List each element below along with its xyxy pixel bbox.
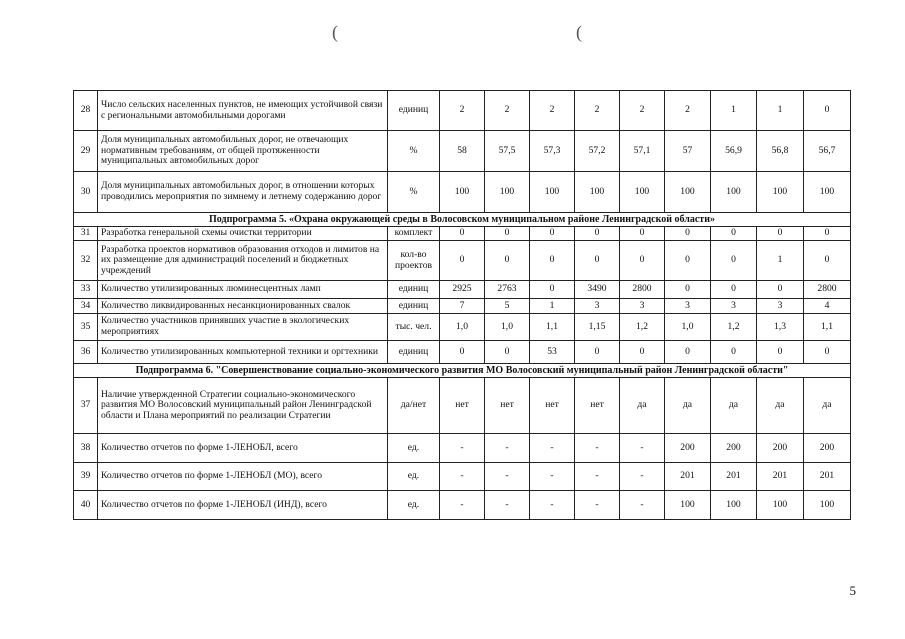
unit-cell: единиц [388, 91, 440, 131]
unit-cell: комплект [388, 227, 440, 241]
row-number: 35 [74, 314, 98, 341]
value-cell: 2 [440, 91, 485, 131]
value-cell: 100 [440, 172, 485, 213]
value-cell: 2763 [485, 281, 530, 299]
indicator-description: Доля муниципальных автомобильных дорог, в отношении которых проводились мероприятия по зимнему и летнему содержанию дорог [98, 172, 388, 213]
value-cell: 2800 [804, 281, 851, 299]
value-cell: да [665, 378, 711, 434]
table-row [74, 299, 851, 314]
table-row [74, 131, 851, 172]
unit-cell: ед. [388, 463, 440, 491]
value-cell: 100 [757, 172, 804, 213]
indicator-description: Наличие утвержденной Стратегии социально-экономического развития МО Волосовский муниципальный район Ленинградской области и Плана мероприятий по реализации Стратегии [98, 378, 388, 434]
value-cell: 0 [440, 341, 485, 364]
row-number: 38 [74, 434, 98, 463]
value-cell: 0 [485, 241, 530, 281]
value-cell: 0 [665, 227, 711, 241]
value-cell: 4 [804, 299, 851, 314]
value-cell: - [485, 434, 530, 463]
value-cell: 0 [665, 241, 711, 281]
row-number: 31 [74, 227, 98, 241]
value-cell: 3 [575, 299, 620, 314]
value-cell: - [440, 491, 485, 520]
value-cell: 0 [575, 241, 620, 281]
value-cell: 100 [804, 491, 851, 520]
unit-cell: % [388, 172, 440, 213]
value-cell: 3 [757, 299, 804, 314]
value-cell: - [620, 434, 665, 463]
row-number: 29 [74, 131, 98, 172]
value-cell: 2 [665, 91, 711, 131]
table-row [74, 241, 851, 281]
value-cell: 201 [757, 463, 804, 491]
value-cell: 0 [711, 227, 757, 241]
value-cell: 2 [485, 91, 530, 131]
value-cell: 1,3 [757, 314, 804, 341]
value-cell: 201 [804, 463, 851, 491]
unit-cell: % [388, 131, 440, 172]
value-cell: 100 [665, 172, 711, 213]
indicator-description: Количество ликвидированных несанкционированных свалок [98, 299, 388, 314]
value-cell: - [575, 463, 620, 491]
value-cell: 3490 [575, 281, 620, 299]
row-number: 34 [74, 299, 98, 314]
value-cell: 2800 [620, 281, 665, 299]
value-cell: 100 [575, 172, 620, 213]
value-cell: 1,0 [665, 314, 711, 341]
value-cell: 56,7 [804, 131, 851, 172]
section-title: Подпрограмма 6. "Совершенствование социально-экономического развития МО Волосовский муниципальный район Ленинградской области" [74, 364, 851, 378]
value-cell: 0 [530, 227, 575, 241]
value-cell: 0 [804, 91, 851, 131]
value-cell: 0 [757, 281, 804, 299]
header-mark-right: ( [576, 22, 582, 42]
table-row [74, 341, 851, 364]
table-row [74, 463, 851, 491]
value-cell: 0 [757, 341, 804, 364]
table-row [74, 434, 851, 463]
value-cell: - [440, 463, 485, 491]
value-cell: 0 [485, 341, 530, 364]
value-cell: 1,2 [620, 314, 665, 341]
value-cell: 0 [575, 227, 620, 241]
indicators-table [73, 90, 851, 520]
indicator-description: Количество отчетов по форме 1-ЛЕНОБЛ (ИНД), всего [98, 491, 388, 520]
table-body [74, 91, 851, 520]
value-cell: - [530, 434, 575, 463]
value-cell: - [575, 491, 620, 520]
value-cell: 56,8 [757, 131, 804, 172]
unit-cell: единиц [388, 341, 440, 364]
value-cell: да [757, 378, 804, 434]
value-cell: - [575, 434, 620, 463]
value-cell: 0 [757, 227, 804, 241]
value-cell: 0 [620, 241, 665, 281]
value-cell: 200 [711, 434, 757, 463]
value-cell: 0 [485, 227, 530, 241]
indicator-description: Количество участников принявших участие в экологических мероприятиях [98, 314, 388, 341]
value-cell: 0 [620, 341, 665, 364]
table-row [74, 378, 851, 434]
value-cell: 0 [711, 341, 757, 364]
indicator-description: Количество утилизированных компьютерной техники и оргтехники [98, 341, 388, 364]
value-cell: - [485, 463, 530, 491]
value-cell: 0 [665, 341, 711, 364]
section-row [74, 213, 851, 227]
row-number: 28 [74, 91, 98, 131]
page-number: 5 [849, 583, 856, 598]
value-cell: 201 [711, 463, 757, 491]
value-cell: 2925 [440, 281, 485, 299]
value-cell: - [530, 463, 575, 491]
value-cell: 1,1 [530, 314, 575, 341]
value-cell: 1 [711, 91, 757, 131]
value-cell: 0 [711, 241, 757, 281]
value-cell: 1 [530, 299, 575, 314]
indicator-description: Количество утилизированных люминесцентных ламп [98, 281, 388, 299]
value-cell: - [530, 491, 575, 520]
value-cell: 0 [620, 227, 665, 241]
value-cell: 0 [575, 341, 620, 364]
value-cell: 2 [575, 91, 620, 131]
indicator-description: Количество отчетов по форме 1-ЛЕНОБЛ, всего [98, 434, 388, 463]
value-cell: 100 [530, 172, 575, 213]
value-cell: 2 [530, 91, 575, 131]
value-cell: 100 [711, 172, 757, 213]
unit-cell: ед. [388, 434, 440, 463]
unit-cell: тыс. чел. [388, 314, 440, 341]
value-cell: 58 [440, 131, 485, 172]
table-row [74, 227, 851, 241]
value-cell: 0 [804, 341, 851, 364]
row-number: 39 [74, 463, 98, 491]
value-cell: 200 [665, 434, 711, 463]
value-cell: - [440, 434, 485, 463]
value-cell: 200 [804, 434, 851, 463]
table-row [74, 314, 851, 341]
value-cell: 1 [757, 91, 804, 131]
unit-cell: кол-во проектов [388, 241, 440, 281]
value-cell: 3 [711, 299, 757, 314]
unit-cell: да/нет [388, 378, 440, 434]
table-row [74, 91, 851, 131]
value-cell: 0 [804, 241, 851, 281]
unit-cell: единиц [388, 299, 440, 314]
value-cell: 0 [440, 227, 485, 241]
value-cell: 3 [620, 299, 665, 314]
value-cell: да [711, 378, 757, 434]
indicator-description: Число сельских населенных пунктов, не имеющих устойчивой связи с региональными автомобильными дорогами [98, 91, 388, 131]
value-cell: 7 [440, 299, 485, 314]
value-cell: 0 [711, 281, 757, 299]
table-row [74, 491, 851, 520]
unit-cell: ед. [388, 491, 440, 520]
value-cell: 0 [530, 281, 575, 299]
row-number: 32 [74, 241, 98, 281]
row-number: 37 [74, 378, 98, 434]
value-cell: 0 [440, 241, 485, 281]
value-cell: 100 [757, 491, 804, 520]
value-cell: 200 [757, 434, 804, 463]
value-cell: 100 [665, 491, 711, 520]
value-cell: 1,1 [804, 314, 851, 341]
indicator-description: Доля муниципальных автомобильных дорог, не отвечающих нормативным требованиям, от общей протяженности муниципальных автомобильных дорог [98, 131, 388, 172]
value-cell: 57,1 [620, 131, 665, 172]
value-cell: 0 [530, 241, 575, 281]
value-cell: 5 [485, 299, 530, 314]
value-cell: 100 [804, 172, 851, 213]
value-cell: 57,5 [485, 131, 530, 172]
row-number: 30 [74, 172, 98, 213]
value-cell: да [620, 378, 665, 434]
value-cell: 1,0 [485, 314, 530, 341]
value-cell: 57 [665, 131, 711, 172]
value-cell: - [485, 491, 530, 520]
value-cell: 0 [804, 227, 851, 241]
value-cell: 53 [530, 341, 575, 364]
value-cell: нет [530, 378, 575, 434]
value-cell: 57,2 [575, 131, 620, 172]
header-mark-left: ( [332, 22, 338, 42]
value-cell: 1,15 [575, 314, 620, 341]
value-cell: - [620, 463, 665, 491]
indicator-description: Разработка генеральной схемы очистки территории [98, 227, 388, 241]
value-cell: - [620, 491, 665, 520]
value-cell: нет [575, 378, 620, 434]
value-cell: 100 [620, 172, 665, 213]
value-cell: 1,2 [711, 314, 757, 341]
value-cell: 100 [711, 491, 757, 520]
value-cell: нет [440, 378, 485, 434]
value-cell: нет [485, 378, 530, 434]
row-number: 33 [74, 281, 98, 299]
section-row [74, 364, 851, 378]
section-title: Подпрограмма 5. «Охрана окружающей среды в Волосовском муниципальном районе Ленинградской области» [74, 213, 851, 227]
value-cell: да [804, 378, 851, 434]
value-cell: 2 [620, 91, 665, 131]
row-number: 40 [74, 491, 98, 520]
value-cell: 57,3 [530, 131, 575, 172]
value-cell: 0 [665, 281, 711, 299]
value-cell: 1,0 [440, 314, 485, 341]
value-cell: 201 [665, 463, 711, 491]
indicator-description: Количество отчетов по форме 1-ЛЕНОБЛ (МО), всего [98, 463, 388, 491]
value-cell: 100 [485, 172, 530, 213]
value-cell: 1 [757, 241, 804, 281]
indicator-description: Разработка проектов нормативов образования отходов и лимитов на их размещение для администраций поселений и бюджетных учреждений [98, 241, 388, 281]
value-cell: 3 [665, 299, 711, 314]
unit-cell: единиц [388, 281, 440, 299]
table-row [74, 281, 851, 299]
value-cell: 56,9 [711, 131, 757, 172]
table-row [74, 172, 851, 213]
row-number: 36 [74, 341, 98, 364]
